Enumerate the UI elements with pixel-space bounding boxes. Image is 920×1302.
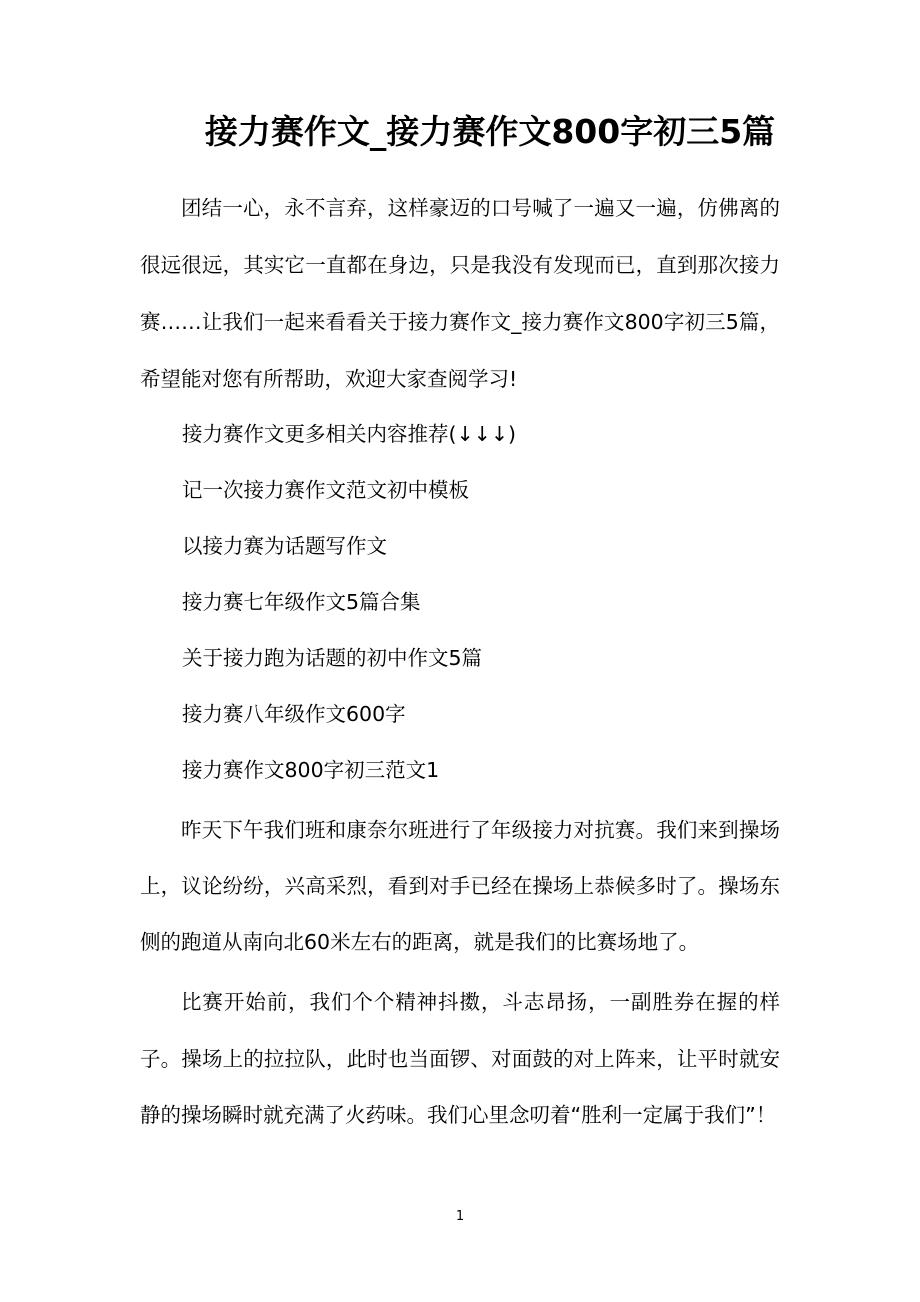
document-title: 接力赛作文_接力赛作文800字初三5篇 (204, 112, 776, 151)
related-link[interactable]: 记一次接力赛作文范文初中模板 (182, 478, 469, 502)
body-paragraph-2: 比赛开始前，我们个个精神抖擞，斗志昂扬，一副胜券在握的样子。操场上的拉拉队，此时也当面锣、对面鼓的对上阵来，让平时就安静的操场瞬时就充满了火药味。我们心里念叨着“胜利一定属于我们”！ (140, 990, 780, 1127)
page-number: 1 (455, 1209, 465, 1224)
intro-paragraph: 团结一心，永不言弃，这样豪迈的口号喊了一遍又一遍，仿佛离的很远很远，其实它一直都在身边，只是我没有发现而已，直到那次接力赛……让我们一起来看看关于接力赛作文_接力赛作文800字初三5篇，希望能对您有所帮助，欢迎大家查阅学习! (140, 196, 780, 391)
related-link[interactable]: 接力赛八年级作文600字 (182, 702, 406, 726)
section-title: 接力赛作文800字初三范文1 (182, 758, 440, 782)
related-link[interactable]: 接力赛七年级作文5篇合集 (182, 590, 421, 614)
related-heading: 接力赛作文更多相关内容推荐(↓↓↓) (182, 422, 517, 446)
related-links-list (182, 406, 782, 798)
related-link[interactable]: 关于接力跑为话题的初中作文5篇 (182, 646, 483, 670)
related-link[interactable]: 以接力赛为话题写作文 (182, 534, 387, 558)
body-paragraph-1: 昨天下午我们班和康奈尔班进行了年级接力对抗赛。我们来到操场上，议论纷纷，兴高采烈，看到对手已经在操场上恭候多时了。操场东侧的跑道从南向北60米左右的距离，就是我们的比赛场地了。 (140, 818, 780, 954)
